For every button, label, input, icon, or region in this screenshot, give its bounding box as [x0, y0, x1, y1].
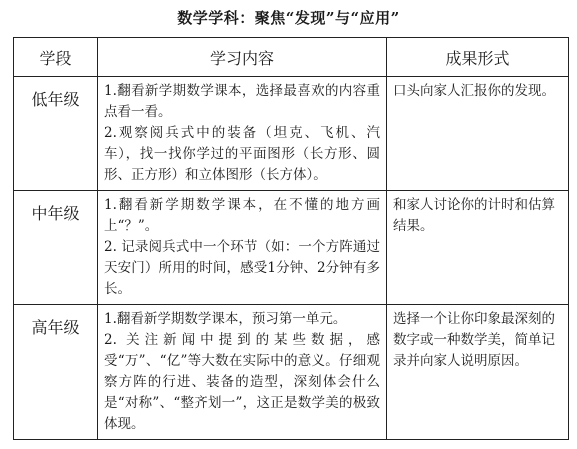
content-item: 1.翻看新学期数学课本，预习第一单元。	[104, 311, 347, 327]
result-cell: 选择一个让你印象最深刻的数字或一种数学美，简单记录并向家人说明原因。	[387, 305, 569, 440]
result-cell: 和家人讨论你的计时和估算结果。	[387, 191, 569, 305]
header-result: 成果形式	[387, 38, 569, 77]
content-item: 1.翻看新学期数学课本，在不懂的地方画上“？”。	[104, 197, 380, 234]
content-cell	[98, 77, 387, 191]
header-content: 学习内容	[98, 38, 387, 77]
table-header-row	[14, 38, 569, 77]
document-title: 数学学科：聚焦“发现”与“应用”	[177, 9, 400, 27]
result-cell: 口头向家人汇报你的发现。	[387, 77, 569, 191]
content-item: 1.翻看新学期数学课本，选择最喜欢的内容重点看一看。	[104, 83, 380, 120]
content-item: 2. 记录阅兵式中一个环节（如：一个方阵通过天安门）所用的时间，感受1分钟、2分钟有多长。	[104, 239, 380, 297]
learning-plan-table	[13, 37, 569, 440]
grade-label: 低年级	[14, 77, 98, 191]
content-cell	[98, 305, 387, 440]
grade-label: 中年级	[14, 191, 98, 305]
table-row-low-grade	[14, 77, 569, 191]
table-row-middle-grade	[14, 191, 569, 305]
content-item: 2.观察阅兵式中的装备（坦克、飞机、汽车），找一找你学过的平面图形（长方形、圆形、正方形）和立体图形（长方体）。	[104, 125, 380, 183]
header-grade: 学段	[14, 38, 98, 77]
content-cell	[98, 191, 387, 305]
table-row-high-grade	[14, 305, 569, 440]
grade-label: 高年级	[14, 305, 98, 440]
content-item: 2. 关注新闻中提到的某些数据，感受“万”、“亿”等大数在实际中的意义。仔细观察方阵的行进、装备的造型，深刻体会什么是“对称”、“整齐划一”，这正是数学美的极致体现。	[104, 332, 380, 432]
